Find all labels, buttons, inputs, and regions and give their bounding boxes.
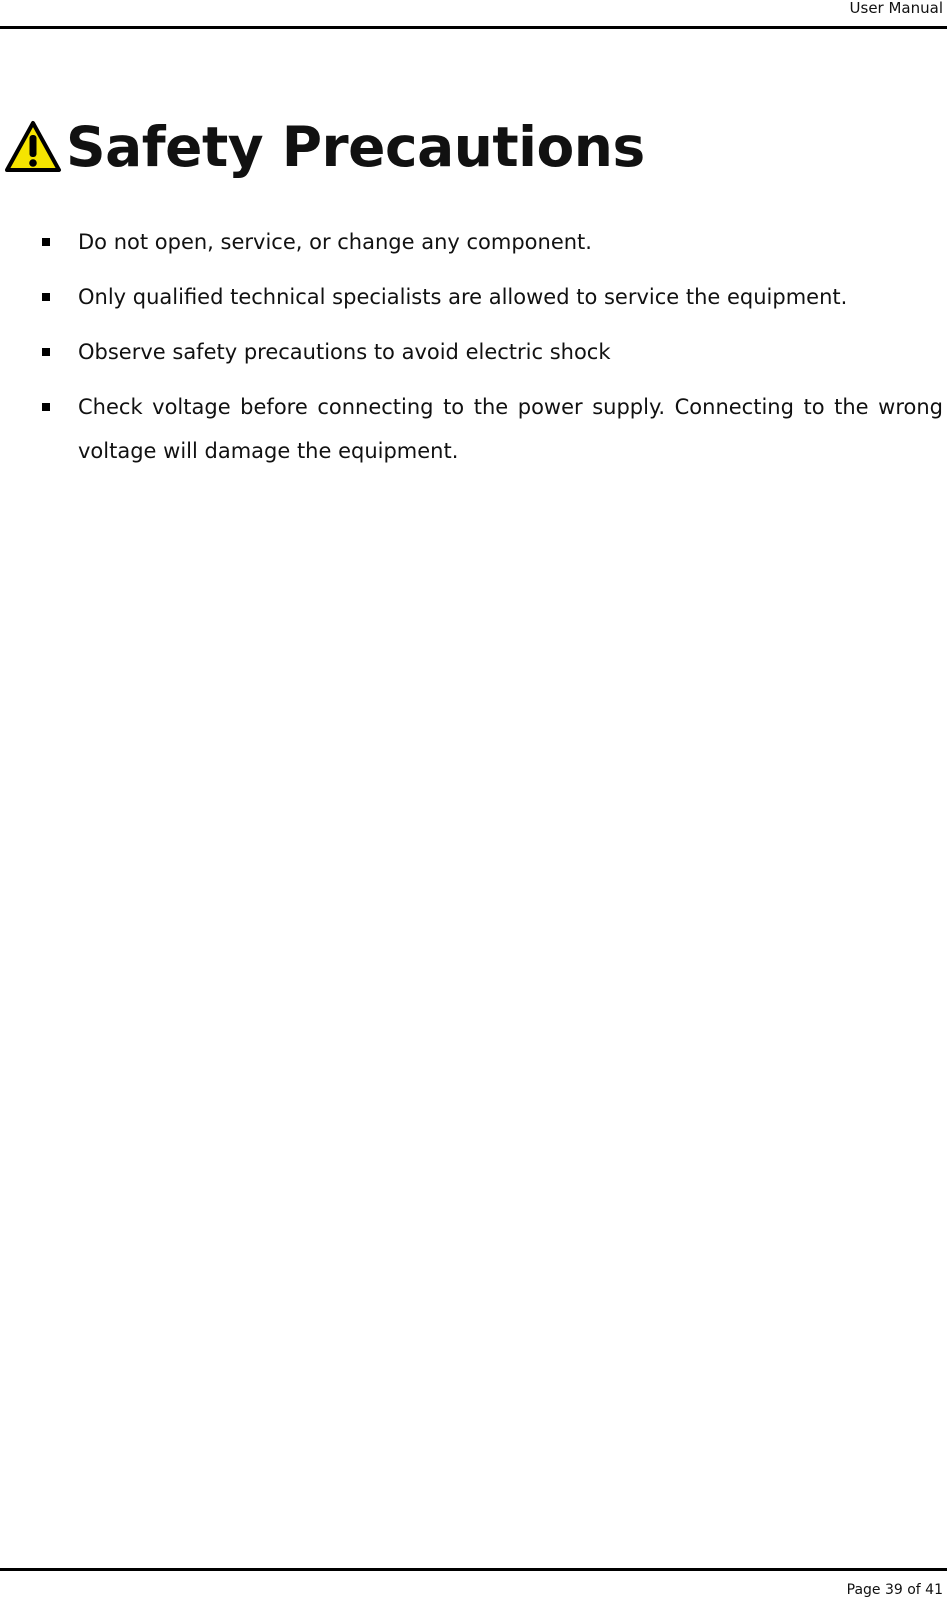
bullet-square-icon bbox=[42, 403, 50, 411]
list-item bbox=[0, 275, 947, 319]
list-item-text: Only qualified technical specialists are allowed to service the equipment. bbox=[78, 285, 848, 309]
bullet-square-icon bbox=[42, 293, 50, 301]
list-item-text: Check voltage before connecting to the power supply. Connecting to the wrong voltage will damage the equipment. bbox=[78, 395, 943, 463]
list-item bbox=[0, 385, 947, 473]
bullet-square-icon bbox=[42, 238, 50, 246]
list-item-text: Do not open, service, or change any component. bbox=[78, 230, 592, 254]
header-title: User Manual bbox=[849, 0, 943, 17]
warning-triangle-icon bbox=[4, 120, 62, 174]
page-title: Safety Precautions bbox=[66, 115, 645, 179]
list-item bbox=[0, 220, 947, 264]
safety-list bbox=[0, 220, 947, 484]
footer-divider bbox=[0, 1568, 947, 1571]
section-heading bbox=[4, 112, 645, 182]
list-item-text: Observe safety precautions to avoid electric shock bbox=[78, 340, 611, 364]
page-header bbox=[0, 0, 947, 28]
bullet-square-icon bbox=[42, 348, 50, 356]
header-divider bbox=[0, 26, 947, 29]
list-item bbox=[0, 330, 947, 374]
page-number: Page 39 of 41 bbox=[846, 1582, 943, 1598]
